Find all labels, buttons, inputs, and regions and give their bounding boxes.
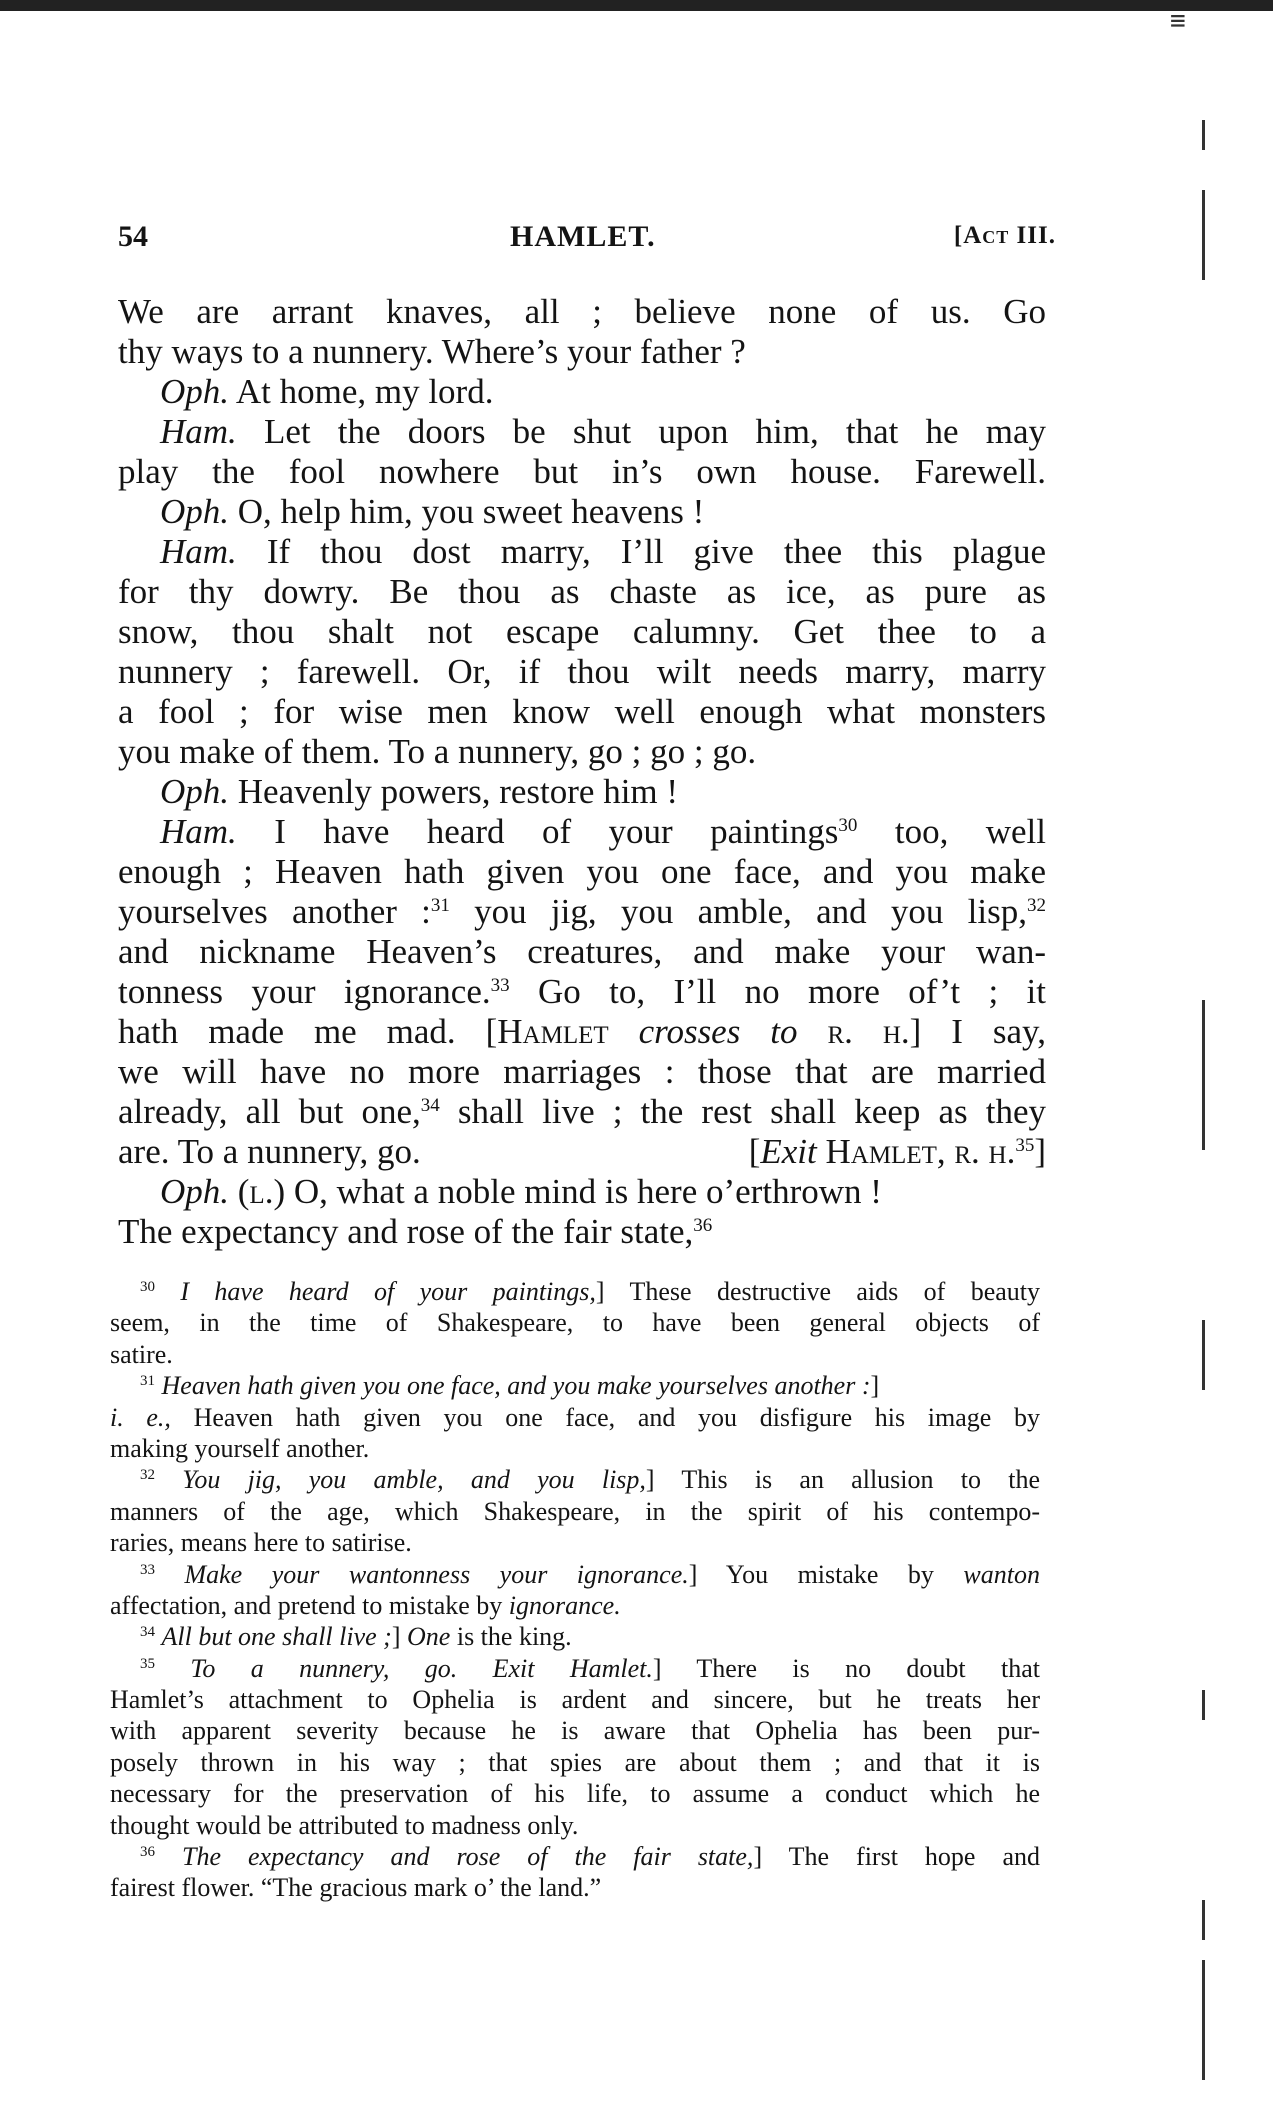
note-ref: 34 (420, 1095, 440, 1116)
note-ref: 32 (1026, 895, 1046, 916)
text-line: you make of them. To a nunnery, go ; go ; go. (118, 732, 757, 771)
speaker-label: Ham. (160, 532, 237, 571)
page-number: 54 (118, 220, 148, 253)
stage-direction: [Exit Hamlet, r. h.$^{35}$] (748, 1132, 1046, 1171)
text-line: and nickname Heaven’s creatures, and make your wan- (118, 932, 1046, 971)
footnote-line: necessary for the preservation of his life, to assume a conduct which he (110, 1779, 1040, 1809)
running-title: HAMLET. (510, 220, 656, 253)
footnote-line: i. e., Heaven hath given you one face, and you disfigure his image by (110, 1402, 1041, 1432)
speech-line: Oph. O, help him, you sweet heavens ! (160, 492, 705, 531)
footnote-line: $^{30}$ I have heard of your paintings,] These destructive aids of beauty (140, 1277, 1040, 1306)
text-line: play the fool nowhere but in’s own house. Farewell. (118, 452, 1046, 491)
text-line: nunnery ; farewell. Or, if thou wilt needs marry, marry (118, 652, 1046, 691)
footnote-line: fairest flower. “The gracious mark o’ the land.” (110, 1873, 602, 1903)
text-line: hath made me mad. [Hamlet crosses to r. h.] I say, (118, 1012, 1046, 1051)
speech-line: Ham. I have heard of your paintings$^{30}$ too, well (160, 812, 1046, 851)
speaker-label: Oph. (160, 772, 230, 811)
footnote-line: $^{36}$ The expectancy and rose of the fair state,] The first hope and (140, 1842, 1041, 1872)
note-ref: 30 (838, 815, 858, 836)
speaker-label: Oph. (160, 1172, 230, 1211)
text-line: are. To a nunnery, go. [Exit Hamlet, r. h.$^{35}$] (118, 1132, 1046, 1171)
speech-line: Oph. (l.) O, what a noble mind is here o’erthrown ! (160, 1172, 882, 1211)
footnote-line: $^{33}$ Make your wantonness your ignorance.] You mistake by wanton (140, 1559, 1040, 1589)
footnote-line: seem, in the time of Shakespeare, to have been general objects of (110, 1308, 1040, 1338)
scan-corner-mark: ≡ (1170, 6, 1186, 36)
footnotes (110, 1276, 1040, 1904)
play-text (118, 292, 1046, 1252)
speaker-label: Ham. (160, 412, 237, 451)
footnote-line: making yourself another. (110, 1433, 370, 1463)
text-line: for thy dowry. Be thou as chaste as ice, as pure as (118, 572, 1046, 611)
text-line: We are arrant knaves, all ; believe none of us. Go (118, 292, 1046, 331)
footnote-line: manners of the age, which Shakespeare, in the spirit of his contempo- (110, 1496, 1040, 1526)
text-line: enough ; Heaven hath given you one face, and you make (118, 852, 1046, 891)
footnote-line: thought would be attributed to madness only. (110, 1810, 579, 1840)
speaker-label: Oph. (160, 492, 230, 531)
text-line: tonness your ignorance.$^{33}$ Go to, I’ll no more of’t ; it (118, 972, 1046, 1011)
text-line: thy ways to a nunnery. Where’s your father ? (118, 332, 746, 371)
speech-line: Ham. If thou dost marry, I’ll give thee this plague (160, 532, 1046, 571)
note-ref: 33 (490, 975, 510, 996)
footnote-line: $^{34}$ All but one shall live ;] One is the king. (140, 1622, 572, 1652)
speech-line: Oph. At home, my lord. (160, 372, 494, 411)
text-line: a fool ; for wise men know well enough what monsters (118, 692, 1046, 731)
speech-line: Ham. Let the doors be shut upon him, that he may (160, 412, 1046, 451)
act-label: [Act III. (953, 222, 1056, 249)
note-ref: 36 (693, 1215, 713, 1236)
footnote-line: Hamlet’s attachment to Ophelia is ardent and sincere, but he treats her (110, 1685, 1040, 1715)
footnote-line: posely thrown in his way ; that spies are about them ; and that it is (110, 1747, 1040, 1777)
footnote-line: satire. (110, 1339, 173, 1369)
character-name: Hamlet (497, 1012, 609, 1051)
note-ref: 35 (1015, 1135, 1035, 1156)
speech-line: Oph. Heavenly powers, restore him ! (160, 772, 679, 811)
text-line: already, all but one,$^{34}$ shall live ; the rest shall keep as they (118, 1092, 1046, 1131)
speaker-label: Ham. (160, 812, 237, 851)
note-ref: 31 (430, 895, 450, 916)
footnote-line: affectation, and pretend to mistake by ignorance. (110, 1590, 621, 1620)
speaker-label: Oph. (160, 372, 230, 411)
text-line: The expectancy and rose of the fair state,$^{36}$ (118, 1212, 713, 1251)
running-header (118, 220, 1056, 266)
text-line: snow, thou shalt not escape calumny. Get thee to a (118, 612, 1046, 651)
text-line: yourselves another :$^{31}$ you jig, you amble, and you lisp,$^{32}$ (118, 892, 1046, 931)
footnote-line: raries, means here to satirise. (110, 1528, 412, 1558)
footnote-line: $^{31}$ Heaven hath given you one face, and you make yourselves another :] (140, 1371, 880, 1401)
text-line: we will have no more marriages : those that are married (118, 1052, 1046, 1091)
footnote-line: $^{35}$ To a nunnery, go. Exit Hamlet.] There is no doubt that (140, 1653, 1040, 1683)
footnote-line: $^{32}$ You jig, you amble, and you lisp,] This is an allusion to the (140, 1465, 1040, 1495)
footnote-line: with apparent severity because he is aware that Ophelia has been pur- (110, 1716, 1040, 1746)
